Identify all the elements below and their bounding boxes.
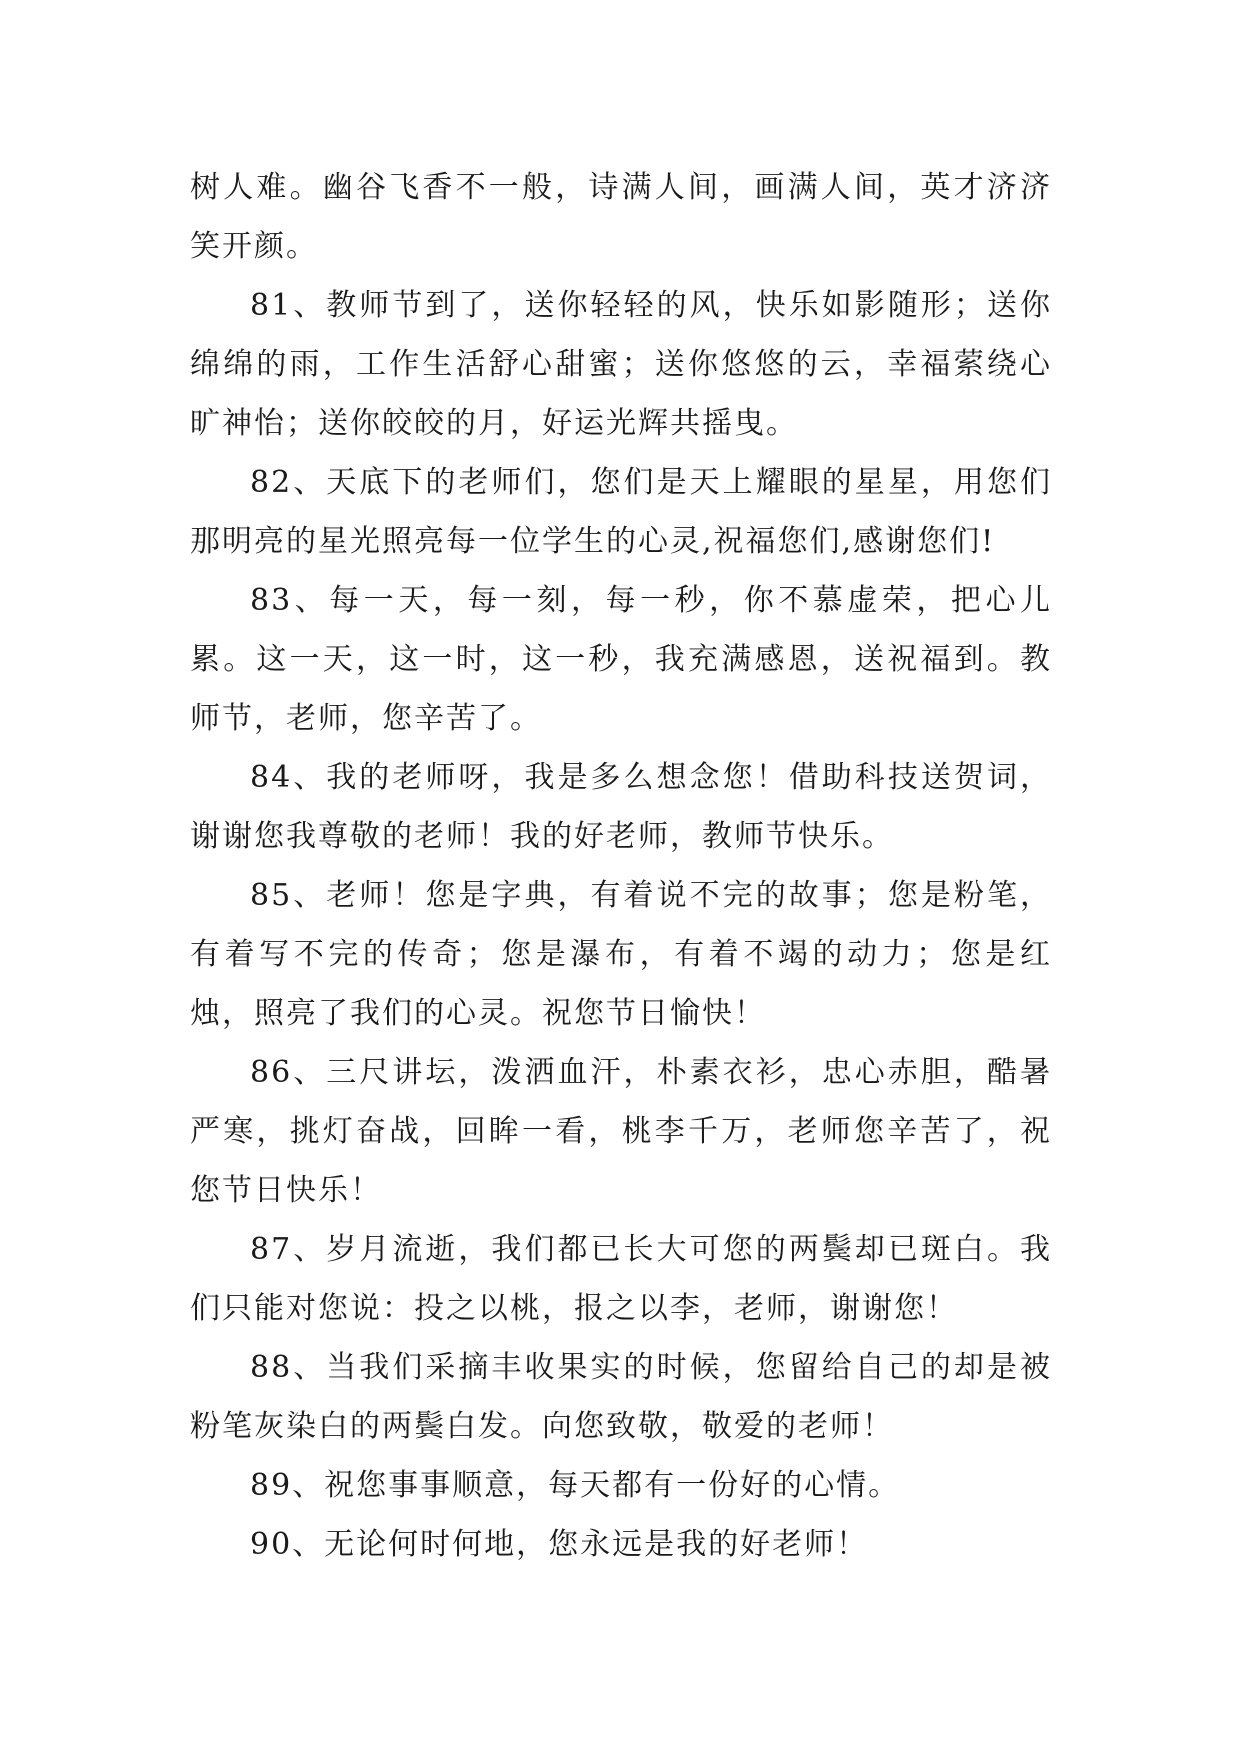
paragraph-84: 84、我的老师呀，我是多么想念您！借助科技送贺词，谢谢您我尊敬的老师！我的好老师，教师节快乐。 xyxy=(190,760,1052,854)
paragraph-86: 86、三尺讲坛，泼洒血汗，朴素衣衫，忠心赤胆，酷暑严寒，挑灯奋战，回眸一看，桃李千万，老师您辛苦了，祝您节日快乐！ xyxy=(190,1055,1052,1208)
paragraph-continuation: 树人难。幽谷飞香不一般，诗满人间，画满人间，英才济济笑开颜。 xyxy=(190,170,1052,264)
paragraph-82: 82、天底下的老师们，您们是天上耀眼的星星，用您们那明亮的星光照亮每一位学生的心灵,祝福您们,感谢您们! xyxy=(190,465,1052,559)
paragraph-89: 89、祝您事事顺意，每天都有一份好的心情。 xyxy=(250,1468,901,1503)
paragraph-87: 87、岁月流逝，我们都已长大可您的两鬓却已斑白。我们只能对您说：投之以桃，报之以李，老师，谢谢您！ xyxy=(190,1232,1052,1326)
document-body xyxy=(190,158,1052,1574)
paragraph-88: 88、当我们采摘丰收果实的时候，您留给自己的却是被粉笔灰染白的两鬓白发。向您致敬，敬爱的老师！ xyxy=(190,1350,1052,1444)
paragraph-90: 90、无论何时何地，您永远是我的好老师！ xyxy=(250,1527,869,1562)
paragraph-81: 81、教师节到了，送你轻轻的风，快乐如影随形；送你绵绵的雨，工作生活舒心甜蜜；送你悠悠的云，幸福萦绕心旷神怡；送你皎皎的月，好运光辉共摇曳。 xyxy=(190,288,1052,441)
paragraph-83: 83、每一天，每一刻，每一秒，你不慕虚荣，把心儿累。这一天，这一时，这一秒，我充满感恩，送祝福到。教师节，老师，您辛苦了。 xyxy=(190,583,1052,736)
paragraph-85: 85、老师！您是字典，有着说不完的故事；您是粉笔，有着写不完的传奇；您是瀑布，有着不竭的动力；您是红烛，照亮了我们的心灵。祝您节日愉快！ xyxy=(190,878,1052,1031)
